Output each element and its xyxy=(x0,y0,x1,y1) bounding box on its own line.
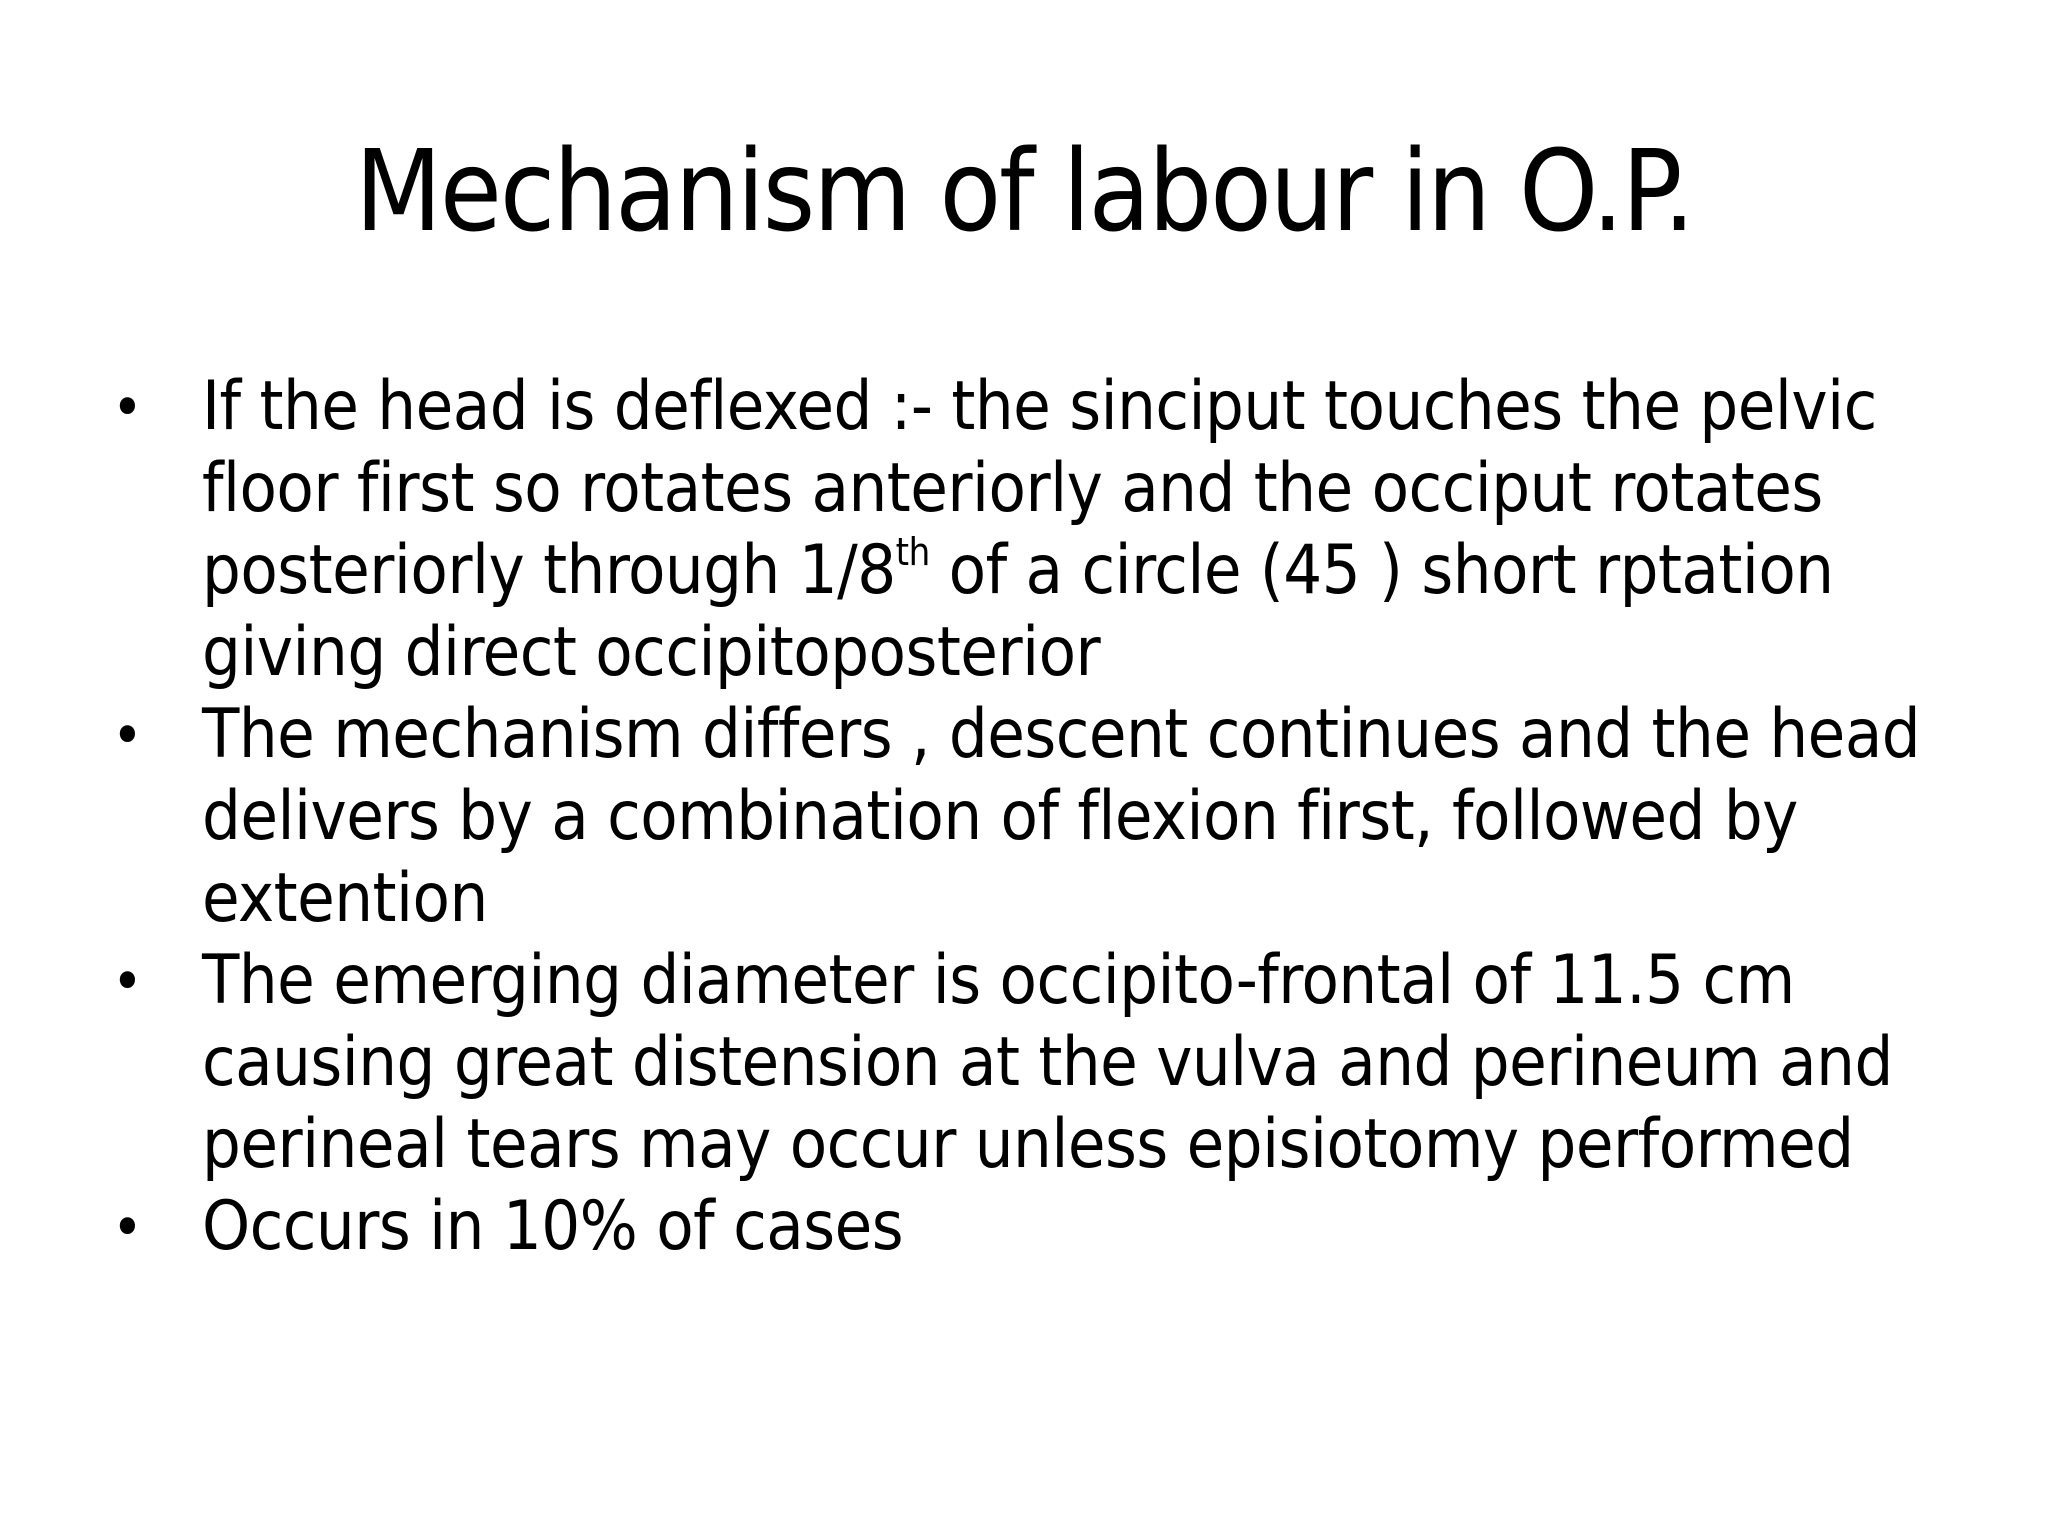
bullet-text-part: If the head is deflexed :- the sinciput touches the pelvic floor first so rotates anteriorly and the occiput rotates posteriorly through 1/8 xyxy=(202,367,1877,610)
bullet-item xyxy=(110,694,1990,940)
bullet-text-part: of a circle (45 ) short rptation giving direct occipitoposterior xyxy=(202,531,1834,692)
bullet-text: The mechanism differs , descent continues and the head delivers by a combination of flexion first, followed by extention xyxy=(202,695,1921,938)
bullet-dot-icon: • xyxy=(112,701,143,769)
superscript: th xyxy=(895,530,930,574)
bullet-dot-icon: • xyxy=(112,1193,143,1261)
bullet-text: The emerging diameter is occipito-frontal of 11.5 cm causing great distension at the vulva and perineum and perineal tears may occur unless episiotomy performed xyxy=(202,941,1893,1184)
slide-title: Mechanism of labour in O.P. xyxy=(354,127,1694,257)
bullet-item xyxy=(110,940,1990,1186)
bullet-list xyxy=(110,366,1990,1268)
bullet-dot-icon: • xyxy=(112,373,143,441)
bullet-item xyxy=(110,1186,1990,1268)
bullet-text: Occurs in 10% of cases xyxy=(202,1187,904,1266)
bullet-dot-icon: • xyxy=(112,947,143,1015)
bullet-item xyxy=(110,366,1990,694)
